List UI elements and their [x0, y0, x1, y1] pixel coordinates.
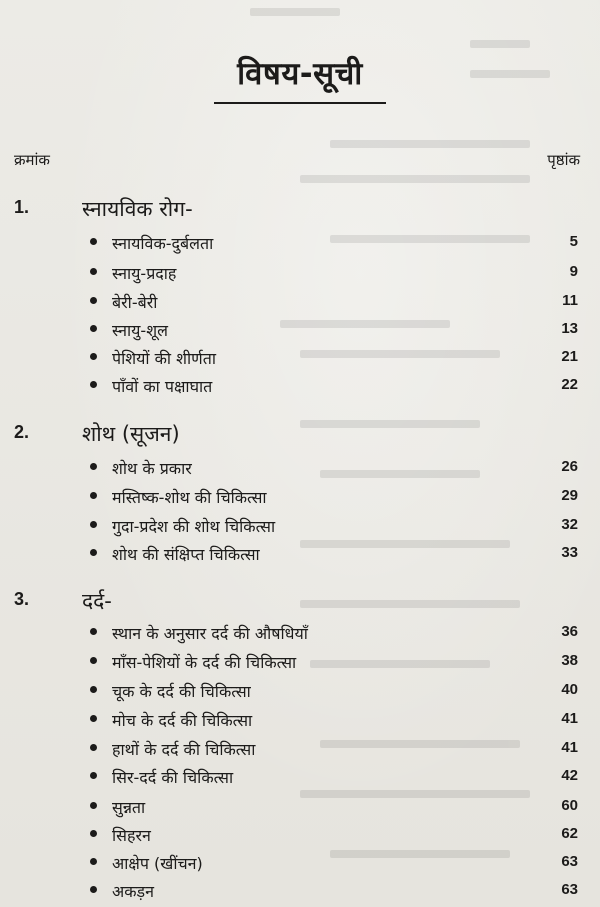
- entry-title: हाथों के दर्द की चिकित्सा: [112, 740, 256, 759]
- entry-title: शोथ के प्रकार: [112, 459, 192, 478]
- entry-page-number: 63: [561, 853, 578, 870]
- toc-entry[interactable]: [0, 232, 600, 254]
- toc-entry[interactable]: [0, 852, 600, 874]
- bullet-icon: [90, 686, 97, 693]
- bullet-icon: [90, 521, 97, 528]
- bullet-icon: [90, 657, 97, 664]
- entry-page-number: 5: [569, 233, 578, 250]
- bullet-icon: [90, 886, 97, 893]
- bullet-icon: [90, 353, 97, 360]
- section-title: दर्द-: [82, 589, 112, 613]
- entry-title: चूक के दर्द की चिकित्सा: [112, 682, 251, 701]
- bullet-icon: [90, 381, 97, 388]
- entry-page-number: 29: [561, 487, 578, 504]
- bullet-icon: [90, 628, 97, 635]
- bullet-icon: [90, 463, 97, 470]
- bullet-icon: [90, 830, 97, 837]
- entry-title: बेरी-बेरी: [112, 293, 158, 312]
- entry-page-number: 13: [561, 320, 578, 337]
- toc-entry[interactable]: [0, 291, 600, 313]
- column-header-serial: क्रमांक: [14, 151, 50, 169]
- entry-page-number: 60: [561, 797, 578, 814]
- entry-title: सुन्नता: [112, 798, 146, 817]
- entry-title: अकड़न: [112, 882, 154, 901]
- toc-entry[interactable]: [0, 543, 600, 565]
- bullet-icon: [90, 268, 97, 275]
- entry-page-number: 26: [561, 458, 578, 475]
- bullet-icon: [90, 802, 97, 809]
- entry-title: माँस-पेशियों के दर्द की चिकित्सा: [112, 653, 297, 672]
- entry-title: शोथ की संक्षिप्त चिकित्सा: [112, 545, 260, 564]
- section-number: 3.: [14, 589, 30, 609]
- entry-title: स्नायविक-दुर्बलता: [112, 234, 214, 253]
- entry-page-number: 9: [569, 263, 578, 280]
- toc-entry[interactable]: [0, 738, 600, 760]
- entry-page-number: 32: [561, 516, 578, 533]
- toc-entry[interactable]: [0, 824, 600, 846]
- section-title: शोथ (सूजन): [82, 422, 180, 446]
- entry-page-number: 63: [561, 881, 578, 898]
- bullet-icon: [90, 549, 97, 556]
- entry-page-number: 11: [562, 292, 578, 309]
- entry-title: स्नायु-प्रदाह: [112, 264, 177, 283]
- bullet-icon: [90, 492, 97, 499]
- entry-title: गुदा-प्रदेश की शोथ चिकित्सा: [112, 517, 276, 536]
- entry-title: मस्तिष्क-शोथ की चिकित्सा: [112, 488, 267, 507]
- bullet-icon: [90, 325, 97, 332]
- toc-entry[interactable]: [0, 680, 600, 702]
- entry-title: स्थान के अनुसार दर्द की औषधियाँ: [112, 624, 308, 643]
- section-heading: [0, 422, 600, 446]
- toc-entry[interactable]: [0, 796, 600, 818]
- section-title: स्नायविक रोग-: [82, 197, 193, 221]
- entry-title: पाँवों का पक्षाघात: [112, 377, 213, 396]
- entry-page-number: 36: [561, 623, 578, 640]
- title-underline: [214, 102, 386, 104]
- toc-entry[interactable]: [0, 457, 600, 479]
- entry-page-number: 38: [561, 652, 578, 669]
- entry-page-number: 41: [561, 710, 578, 727]
- entry-title: मोच के दर्द की चिकित्सा: [112, 711, 253, 730]
- toc-entry[interactable]: [0, 709, 600, 731]
- bullet-icon: [90, 297, 97, 304]
- page-title: विषय-सूची: [237, 56, 363, 92]
- toc-entry[interactable]: [0, 486, 600, 508]
- entry-title: आक्षेप (खींचन): [112, 854, 203, 873]
- toc-entry[interactable]: [0, 766, 600, 788]
- section-number: 1.: [14, 197, 30, 217]
- entry-page-number: 33: [561, 544, 578, 561]
- entry-title: पेशियों की शीर्णता: [112, 349, 216, 368]
- entry-page-number: 62: [561, 825, 578, 842]
- column-header-page: पृष्ठांक: [547, 151, 580, 169]
- entry-title: सिहरन: [112, 826, 151, 845]
- bullet-icon: [90, 744, 97, 751]
- entry-page-number: 21: [561, 348, 578, 365]
- toc-entry[interactable]: [0, 319, 600, 341]
- section-heading: [0, 197, 600, 221]
- bullet-icon: [90, 772, 97, 779]
- entry-page-number: 40: [561, 681, 578, 698]
- entry-page-number: 41: [561, 739, 578, 756]
- bullet-icon: [90, 238, 97, 245]
- toc-entry[interactable]: [0, 622, 600, 644]
- toc-entry[interactable]: [0, 651, 600, 673]
- bullet-icon: [90, 858, 97, 865]
- entry-page-number: 42: [561, 767, 578, 784]
- entry-title: सिर-दर्द की चिकित्सा: [112, 768, 234, 787]
- entry-title: स्नायु-शूल: [112, 321, 168, 340]
- section-heading: [0, 589, 600, 613]
- toc-entry[interactable]: [0, 515, 600, 537]
- toc-entry[interactable]: [0, 375, 600, 397]
- toc-entry[interactable]: [0, 880, 600, 902]
- section-number: 2.: [14, 422, 30, 442]
- toc-entry[interactable]: [0, 262, 600, 284]
- bullet-icon: [90, 715, 97, 722]
- entry-page-number: 22: [561, 376, 578, 393]
- toc-entry[interactable]: [0, 347, 600, 369]
